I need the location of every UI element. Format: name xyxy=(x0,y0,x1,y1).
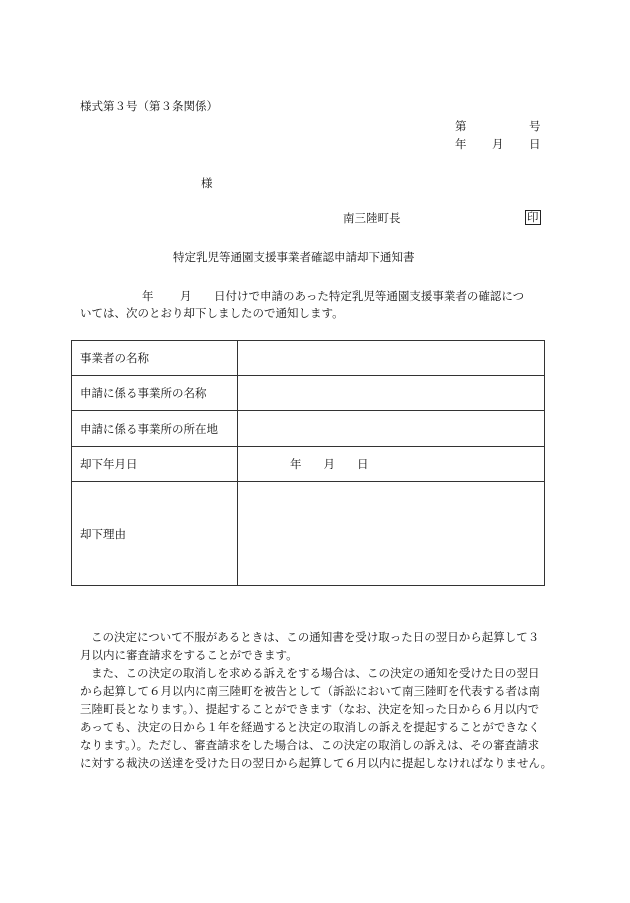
note-paragraph: この決定について不服があるときは、この通知書を受け取った日の翌日から起算して３ xyxy=(91,630,540,644)
intro-month: 月 xyxy=(180,289,192,303)
table-row xyxy=(72,447,545,482)
intro-year: 年 xyxy=(142,289,154,303)
doc-date-month: 月 xyxy=(492,137,504,151)
doc-date-day: 日 xyxy=(529,137,541,151)
rejection-month: 月 xyxy=(323,457,335,471)
note-paragraph: に対する裁決の送達を受けた日の翌日から起算して６月以内に提起しなければなりません。 xyxy=(80,756,553,770)
row-label: 事業者の名称 xyxy=(72,341,238,376)
table-row xyxy=(72,482,545,586)
table-row xyxy=(72,341,545,376)
table-row xyxy=(72,411,545,447)
notes-section xyxy=(80,628,560,772)
table-row xyxy=(72,376,545,411)
note-paragraph: あっても、決定の日から１年を経過すると決定の取消しの訴えを提起することができなく xyxy=(80,720,540,734)
note-paragraph: から起算して６月以内に南三陸町を被告として（訴訟において南三陸町を代表する者は南 xyxy=(80,684,540,698)
doc-number-prefix: 第 xyxy=(455,119,467,133)
rejection-day: 日 xyxy=(357,457,369,471)
row-label: 申請に係る事業所の所在地 xyxy=(72,411,238,447)
application-table xyxy=(71,340,545,586)
document-title: 特定乳児等通園支援事業者確認申請却下通知書 xyxy=(173,250,415,264)
row-label: 申請に係る事業所の名称 xyxy=(72,376,238,411)
addressee-suffix: 様 xyxy=(201,176,213,190)
form-number: 様式第３号（第３条関係） xyxy=(80,99,218,113)
note-paragraph: なります。）。ただし、審査請求をした場合は、この決定の取消しの訴えは、その審査請求 xyxy=(80,738,540,752)
note-paragraph: 月以内に審査請求をすることができます。 xyxy=(80,648,298,662)
row-value xyxy=(238,411,545,447)
row-value xyxy=(238,376,545,411)
doc-date-year: 年 xyxy=(455,137,467,151)
row-value xyxy=(238,482,545,586)
row-label: 却下理由 xyxy=(72,482,238,586)
note-paragraph: 三陸町長となります。）、提起することができます（なお、決定を知った日から６月以内で xyxy=(80,702,540,716)
rejection-year: 年 xyxy=(290,457,302,471)
intro-line1: 日付けで申請のあった特定乳児等通園支援事業者の確認につ xyxy=(214,289,525,303)
note-paragraph: また、この決定の取消しを求める訴えをする場合は、この決定の通知を受けた日の翌日 xyxy=(91,666,540,680)
seal-mark: 印 xyxy=(527,210,539,224)
doc-number-suffix: 号 xyxy=(529,119,541,133)
intro-line2: いては、次のとおり却下しましたので通知します。 xyxy=(80,306,344,320)
issuer-name: 南三陸町長 xyxy=(343,211,401,225)
row-label: 却下年月日 xyxy=(72,447,238,482)
rejection-date-value xyxy=(238,447,545,482)
row-value xyxy=(238,341,545,376)
